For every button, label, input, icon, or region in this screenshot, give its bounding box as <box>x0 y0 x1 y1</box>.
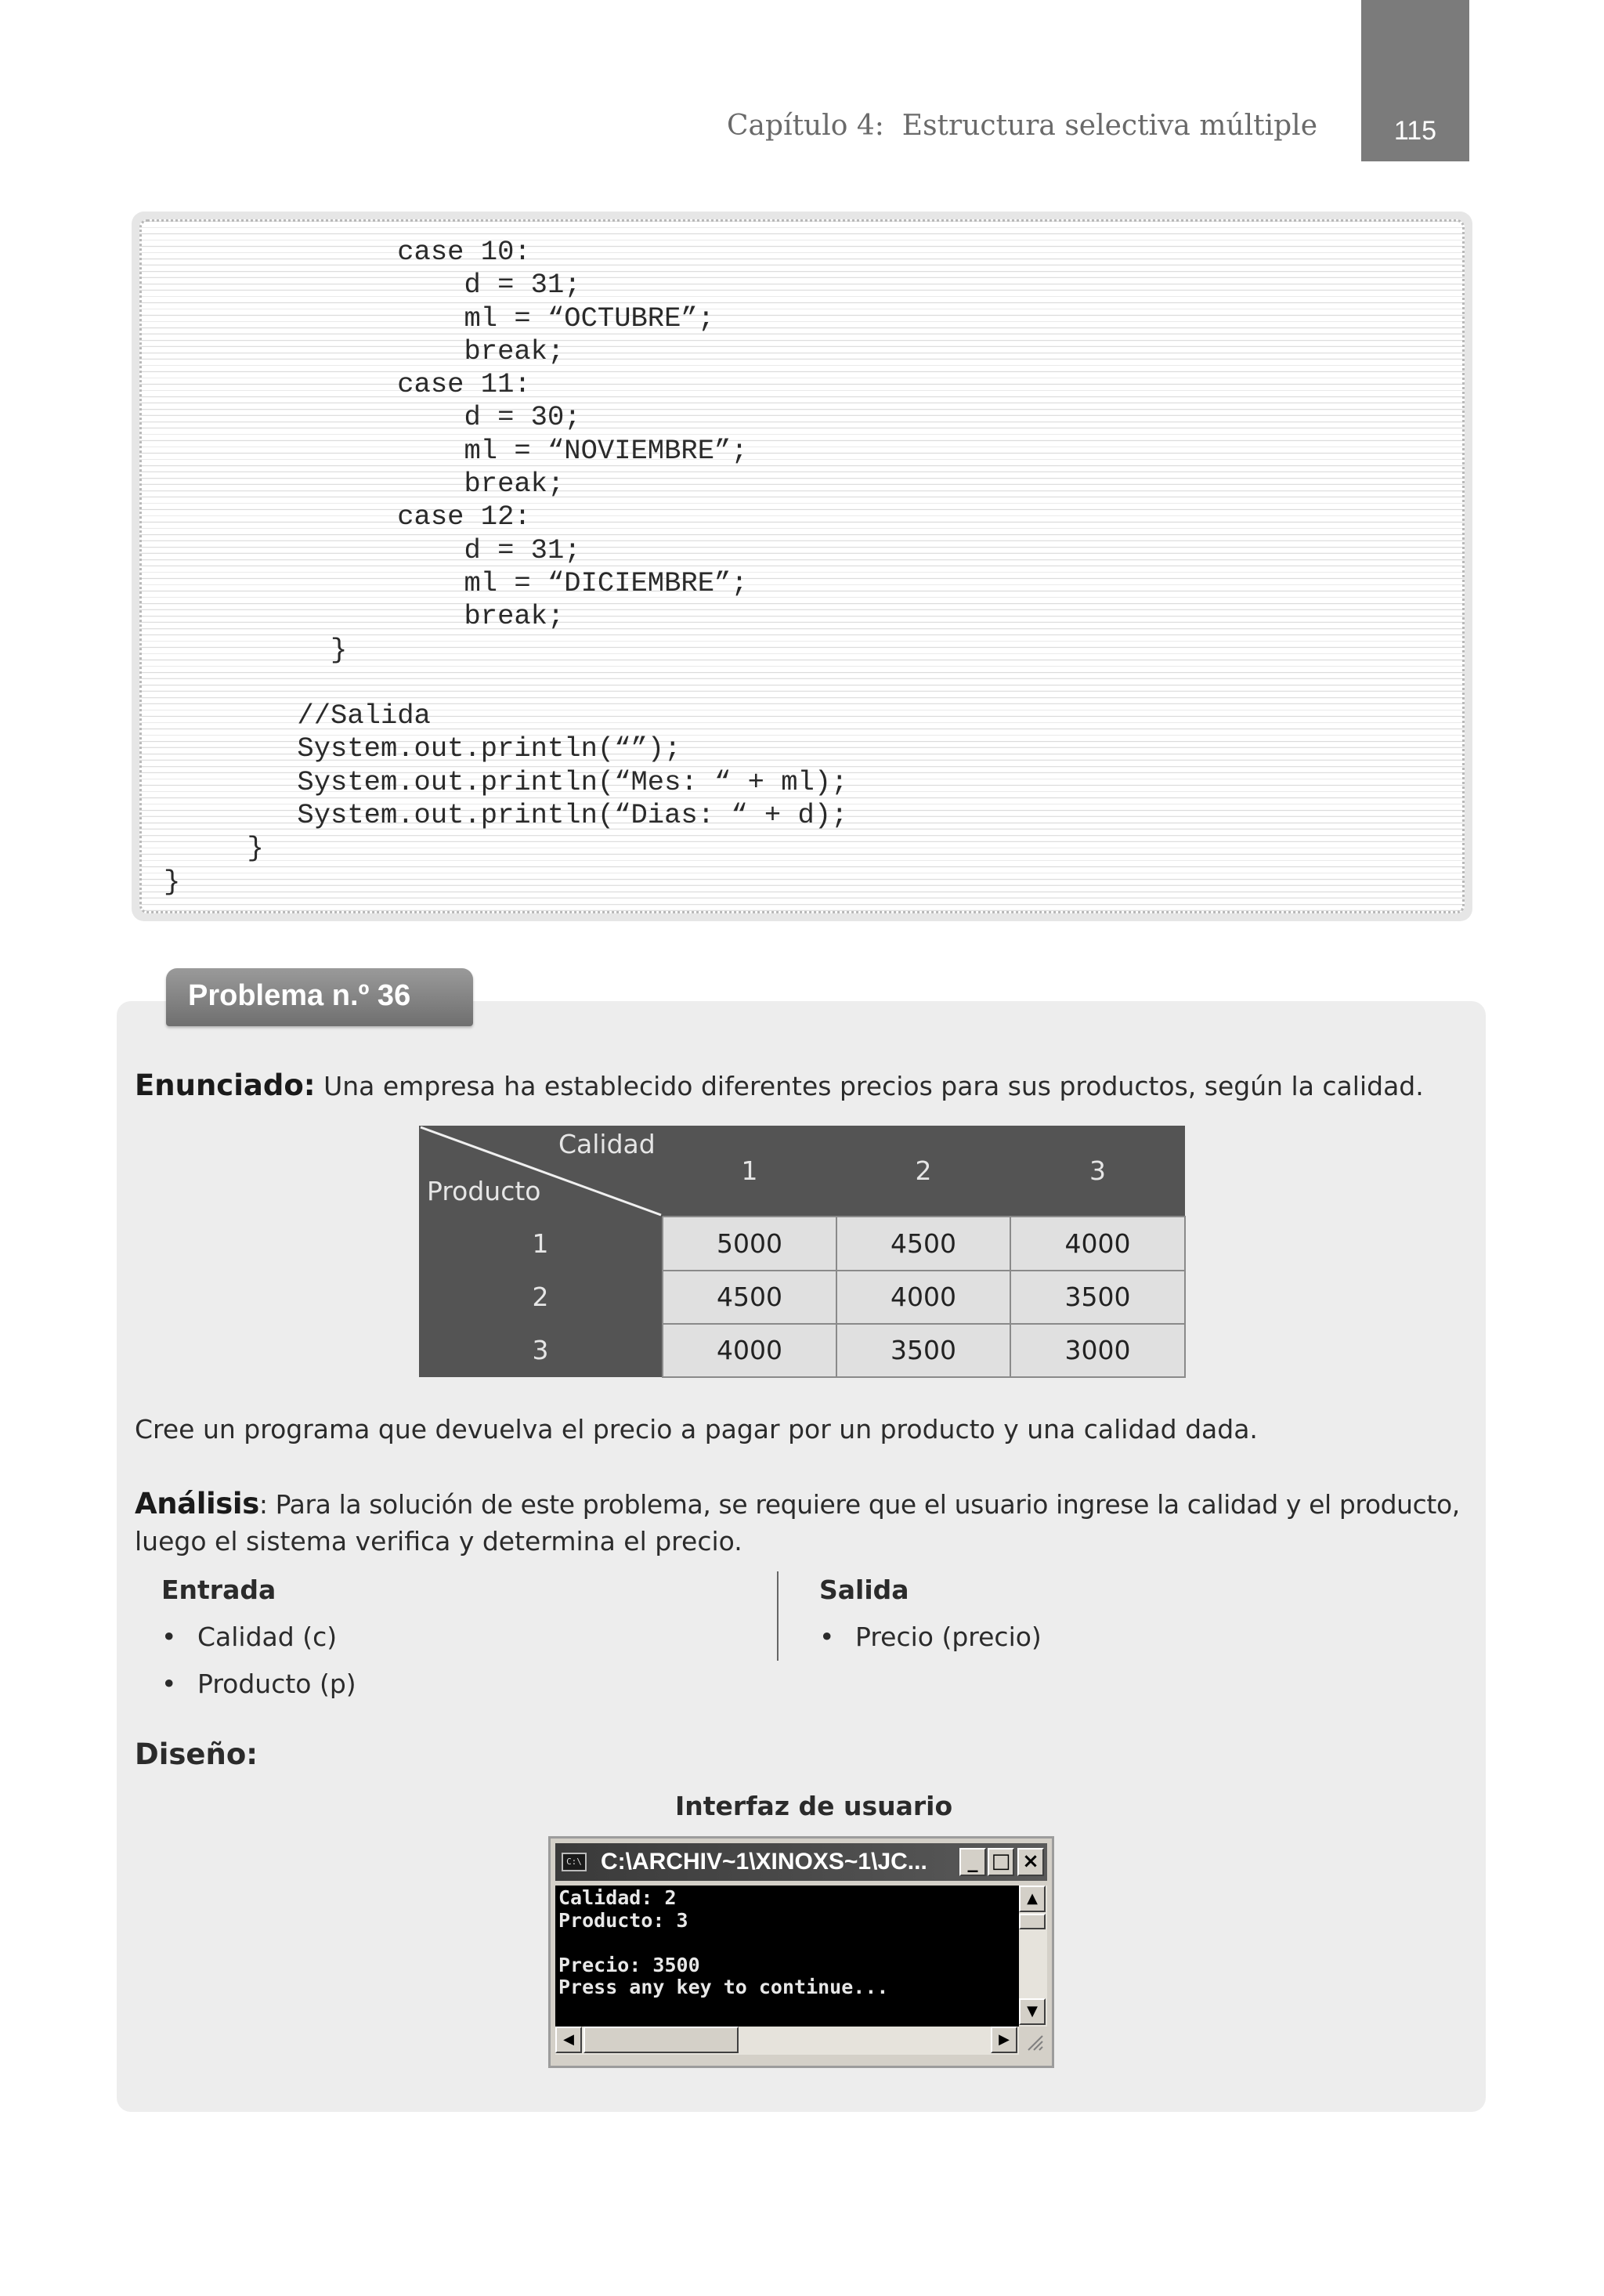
code-listing-paper <box>139 219 1465 913</box>
page-number: 115 <box>1393 116 1437 146</box>
price-cell: 4000 <box>663 1324 836 1377</box>
code-listing <box>132 212 1472 921</box>
price-cell: 4000 <box>836 1271 1010 1324</box>
console-line: Calidad: 2 <box>558 1886 677 1909</box>
entrada-title: Entrada <box>161 1575 276 1605</box>
analisis-paragraph-line1 <box>135 1487 1460 1520</box>
console-title: C:\ARCHIV~1\XINOXS~1\JC... <box>601 1849 927 1875</box>
code-line: } <box>164 633 348 666</box>
io-divider <box>777 1571 779 1661</box>
problem-tab <box>166 968 473 1026</box>
price-cell: 5000 <box>663 1217 836 1270</box>
code-line: } <box>164 832 264 865</box>
table-row <box>419 1324 1185 1377</box>
code-line: ml = “OCTUBRE”; <box>164 302 715 334</box>
code-line: d = 31; <box>164 533 581 566</box>
scroll-down-icon[interactable]: ▼ <box>1019 1998 1046 2025</box>
column-header: 2 <box>836 1126 1010 1217</box>
salida-item <box>819 1622 1042 1652</box>
code-line: break; <box>164 334 565 367</box>
code-line: d = 30; <box>164 401 581 434</box>
corner-label-calidad: Calidad <box>558 1129 656 1159</box>
entrada-item <box>161 1622 337 1652</box>
task-text: Cree un programa que devuelva el precio a pagar por un producto y una calidad dada. <box>135 1414 1258 1444</box>
enunciado-text: Una empresa ha establecido diferentes precios para sus productos, según la calidad. <box>315 1071 1424 1101</box>
code-line: System.out.println(“Dias: “ + d); <box>164 799 848 832</box>
code-line: d = 31; <box>164 269 581 302</box>
salida-title: Salida <box>819 1575 909 1605</box>
close-button[interactable]: × <box>1017 1848 1044 1876</box>
price-cell: 4500 <box>836 1217 1010 1270</box>
console-window <box>548 1836 1054 2068</box>
code-line: case 12: <box>164 501 531 533</box>
column-header: 1 <box>663 1126 836 1217</box>
price-cell: 4500 <box>663 1271 836 1324</box>
code-line: //Salida <box>164 700 431 732</box>
salida-item-label: Precio (precio) <box>855 1622 1042 1652</box>
bullet-icon: • <box>161 1669 177 1699</box>
bullet-icon: • <box>819 1622 835 1652</box>
price-table <box>419 1126 1186 1378</box>
row-header: 3 <box>419 1324 663 1377</box>
analisis-text: : Para la solución de este problema, se requiere que el usuario ingrese la calidad y el producto, <box>258 1489 1460 1520</box>
price-cell: 4000 <box>1010 1217 1185 1270</box>
running-head-title: Capítulo 4: Estructura selectiva múltiple <box>727 110 1317 142</box>
interfaz-label: Interfaz de usuario <box>675 1791 953 1821</box>
analisis-paragraph-line2: luego el sistema verifica y determina el precio. <box>135 1526 742 1557</box>
table-row <box>419 1271 1185 1324</box>
minimize-button[interactable]: _ <box>959 1848 986 1876</box>
scroll-left-icon[interactable]: ◀ <box>555 2027 582 2053</box>
code-line: break; <box>164 600 565 633</box>
enunciado-label: Enunciado: <box>135 1068 316 1102</box>
scroll-right-icon[interactable]: ▶ <box>991 2027 1017 2053</box>
corner-label-producto: Producto <box>427 1176 541 1206</box>
code-line <box>164 667 847 700</box>
console-line: Press any key to continue... <box>558 1976 889 1998</box>
console-output <box>558 1887 888 1999</box>
code-line: ml = “DICIEMBRE”; <box>164 566 748 599</box>
price-cell: 3500 <box>836 1324 1010 1377</box>
price-table-corner <box>419 1126 663 1217</box>
console-line <box>558 1932 888 1954</box>
entrada-item-label: Calidad (c) <box>197 1622 338 1652</box>
code-line: System.out.println(“Mes: “ + ml); <box>164 765 848 798</box>
code-lines <box>164 236 847 899</box>
maximize-button[interactable]: □ <box>988 1848 1014 1876</box>
console-title-bar[interactable] <box>555 1843 1047 1881</box>
diseno-label: Diseño: <box>135 1737 258 1771</box>
entrada-item <box>161 1669 356 1699</box>
console-app-icon[interactable]: C:\ <box>562 1853 587 1871</box>
code-line: break; <box>164 468 565 501</box>
console-line: Producto: 3 <box>558 1908 688 1932</box>
row-header: 2 <box>419 1271 663 1324</box>
vertical-scrollbar[interactable] <box>1019 1886 1047 2027</box>
column-header: 3 <box>1010 1126 1185 1217</box>
price-cell: 3500 <box>1010 1271 1185 1324</box>
entrada-item-label: Producto (p) <box>197 1669 356 1699</box>
code-line: case 10: <box>164 236 531 268</box>
bullet-icon: • <box>161 1622 177 1652</box>
console-line: Precio: 3500 <box>558 1953 700 1976</box>
scroll-up-icon[interactable]: ▲ <box>1019 1886 1046 1912</box>
table-row <box>419 1217 1185 1270</box>
row-header: 1 <box>419 1217 663 1270</box>
enunciado-paragraph <box>135 1068 1424 1102</box>
horizontal-scroll-thumb[interactable] <box>583 2027 739 2053</box>
analisis-label: Análisis <box>135 1487 259 1520</box>
price-table-header-row <box>419 1126 1185 1217</box>
resize-grip-icon[interactable] <box>1024 2031 1044 2052</box>
page-number-tab <box>1361 0 1469 161</box>
problem-tab-label: Problema n.º 36 <box>188 979 411 1012</box>
price-cell: 3000 <box>1010 1324 1185 1377</box>
horizontal-scrollbar[interactable] <box>555 2027 1019 2055</box>
vertical-scroll-thumb[interactable] <box>1019 1914 1046 1929</box>
console-output-area[interactable] <box>555 1886 1019 2027</box>
code-line: } <box>164 865 181 898</box>
code-line: ml = “NOVIEMBRE”; <box>164 434 748 467</box>
code-line: System.out.println(“”); <box>164 732 681 765</box>
code-line: case 11: <box>164 368 531 401</box>
